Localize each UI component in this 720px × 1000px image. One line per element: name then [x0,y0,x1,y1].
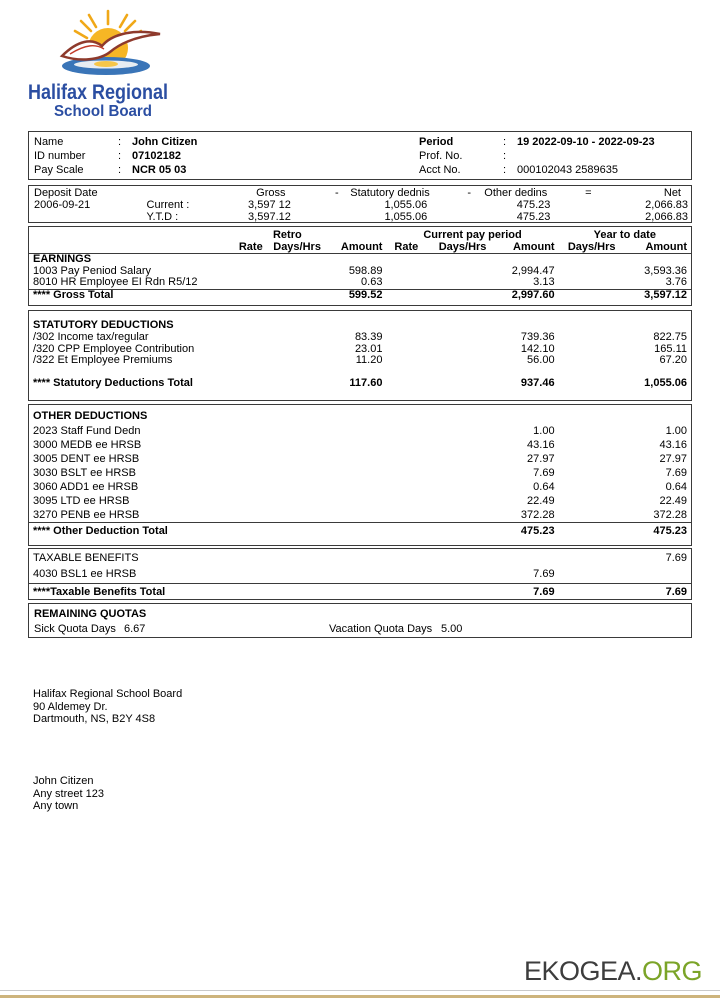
deduction-current-amount: 1.00 [533,425,555,437]
deduction-desc: /320 CPP Employee Contribution [33,342,195,355]
earning-desc: 1003 Pay Peniod Salary [33,264,152,277]
sick-quota-value: 6.67 [124,623,146,635]
address-line: Any street 123 [33,787,104,800]
deduction-ytd-amount: 7.69 [665,467,687,479]
earning-ytd-amount: 3,593.36 [644,264,687,277]
payscale-label: Pay Scale [34,164,84,176]
deduction-desc: 3270 PENB ee HRSB [33,509,140,521]
deduction-retro-amount: 83.39 [354,331,383,343]
address-line: Dartmouth, NS, B2Y 4S8 [33,713,156,725]
vacation-quota-label: Vacation Quota Days [329,623,433,635]
taxable-benefits-table [29,551,691,600]
retro-group-header: Retro [272,229,302,241]
address-line: John Citizen [33,775,94,787]
equals-sign: = [585,187,592,199]
other-deductions-table [29,408,691,539]
earning-retro-amount: 0.63 [361,276,383,288]
earnings-table [29,229,691,301]
deduction-desc: /302 Income tax/regular [33,331,149,343]
earnings-box [28,226,692,306]
taxable-title: TAXABLE BENEFITS [33,552,139,564]
address-line: Halifax Regional School Board [33,688,183,700]
gross-total-ytd: 3,597.12 [625,289,691,301]
current-amount-header: Amount [499,241,559,254]
id-label: ID number [34,150,86,162]
quotas-row [29,622,691,637]
period-value: 19 2022-09-10 - 2022-09-23 [517,136,655,148]
deduction-ytd-amount: 165.11 [654,342,687,355]
other-deduction-row [29,466,691,480]
current-dayshrs-header: Days/Hrs [426,241,499,254]
current-gross: 3,597 12 [248,199,291,211]
deposit-ytd-row [29,211,691,223]
logo-title: Halifax Regional [28,81,168,104]
other-total-ytd: 475.23 [625,523,691,540]
hrsb-logo [26,6,178,120]
colon: : [118,164,122,176]
address-line: Any town [33,800,79,812]
colon: : [118,136,122,148]
gross-total-row [29,289,691,301]
acctno-value: 000102043 2589635 [517,164,618,176]
ytd-label: Y.T.D : [146,211,179,223]
deduction-retro-amount: 11.20 [355,354,383,366]
period-label: Period [419,136,454,148]
retro-amount-header: Amount [327,241,387,254]
gross-total-label: **** Gross Total [29,289,234,301]
statutory-total-row [29,378,691,390]
ytd-dayshrs-header: Days/Hrs [559,241,625,254]
other-deductions-title: OTHER DEDUCTIONS [33,410,148,422]
deduction-current-amount: 43.16 [527,439,555,451]
employee-address [33,775,104,813]
deduction-desc: 2023 Staff Fund Dedn [33,425,141,437]
current-net: 2,066.83 [645,199,688,211]
deduction-desc: 3060 ADD1 ee HRSB [33,481,139,493]
other-header: Other dedins [484,187,548,199]
footer-divider-gray [0,990,720,991]
group-header-row [29,229,691,241]
info-row-acctno [419,163,655,177]
taxable-total-label: ****Taxable Benefits Total [29,584,234,601]
deduction-ytd-amount: 22.49 [659,495,687,507]
deduction-ytd-amount: 1.00 [665,425,687,437]
statutory-header: Statutory dednis [350,187,430,199]
name-label: Name [34,136,64,148]
benefit-current-amount: 7.69 [533,568,555,580]
ytd-group-header: Year to date [593,229,656,241]
deduction-current-amount: 372.28 [520,509,555,521]
taxable-total-current: 7.69 [499,584,559,601]
taxable-total-ytd: 7.69 [625,584,691,601]
other-deduction-row [29,424,691,438]
info-row-payscale [34,163,197,177]
employer-address [33,688,182,726]
colon: : [503,164,507,176]
quotas-title: REMAINING QUOTAS [34,608,147,620]
statutory-total-label: **** Statutory Deductions Total [33,376,193,389]
earning-ytd-amount: 3.76 [665,276,687,288]
deduction-current-amount: 27.97 [527,453,555,465]
other-deduction-row [29,480,691,494]
taxable-row [29,565,691,584]
other-total-row [29,523,691,540]
minus-sign: - [334,187,339,199]
acctno-label: Acct No. [419,164,461,176]
deduction-ytd-amount: 67.20 [659,354,687,366]
id-value: 07102182 [132,150,181,162]
current-label: Current : [146,199,190,211]
deduction-current-amount: 22.49 [527,495,555,507]
deduction-desc: 3095 LTD ee HRSB [33,495,130,507]
deduction-desc: /322 Et Employee Premiums [33,354,173,366]
deduction-ytd-amount: 43.16 [659,439,687,451]
spacer-row [29,367,691,378]
ytd-gross: 3,597.12 [248,211,291,223]
deduction-current-amount: 142.10 [520,342,555,355]
other-deductions-box [28,404,692,546]
ytd-statutory: 1,055.06 [384,211,428,223]
statutory-total-ytd: 1,055.06 [644,376,687,389]
ekogea-brand-text: EKOGEA. [523,956,642,986]
other-deduction-row [29,438,691,452]
deduction-ytd-amount: 822.75 [653,331,687,343]
deduction-ytd-amount: 27.97 [659,453,687,465]
employee-info-left [34,135,197,177]
deduction-desc: 3005 DENT ee HRSB [33,453,140,465]
benefit-desc: 4030 BSL1 ee HRSB [33,568,137,580]
name-value: John Citizen [132,136,198,148]
deduction-ytd-amount: 0.64 [665,481,687,493]
deduction-current-amount: 56.00 [527,354,555,366]
earning-retro-amount: 598.89 [348,264,383,277]
retro-dayshrs-header: Days/Hrs [267,241,327,254]
ekogea-watermark [524,956,702,986]
other-deduction-row [29,452,691,466]
info-row-id [34,149,197,163]
earning-current-amount: 3.13 [533,276,555,288]
deduction-current-amount: 739.36 [520,331,555,343]
ekogea-tld-text: ORG [641,956,702,986]
earnings-row [29,277,691,289]
statutory-deductions-box [28,310,692,401]
deposit-date-header: Deposit Date [34,187,98,199]
payscale-value: NCR 05 03 [132,164,187,176]
earning-current-amount: 2,994.47 [511,264,555,277]
retro-rate-header: Rate [234,241,267,254]
earning-desc: 8010 HR Employee EI Rdn R5/12 [33,276,198,288]
deduction-current-amount: 7.69 [533,467,555,479]
ytd-other: 475.23 [516,211,551,223]
colon: : [118,150,122,162]
logo-subtitle: School Board [54,103,152,120]
taxable-ytd-amount: 7.69 [665,552,687,564]
ytd-net: 2,066.83 [645,211,688,223]
gross-total-current: 2,997.60 [499,289,559,301]
column-header-row [29,241,691,254]
earnings-title: EARNINGS [33,253,92,265]
section-title-row [29,551,691,565]
other-total-label: **** Other Deduction Total [29,523,234,540]
deposit-table [29,187,691,223]
net-header: Net [663,187,681,199]
address-line: 90 Aldemey Dr. [33,700,108,713]
employee-info-right [419,135,655,177]
deduction-desc: 3000 MEDB ee HRSB [33,439,142,451]
current-statutory: 1,055.06 [384,199,428,211]
ytd-amount-header: Amount [625,241,691,254]
deposit-date-value: 2006-09-21 [34,199,91,211]
deduction-retro-amount: 23.01 [354,342,383,355]
gross-total-retro: 599.52 [327,289,387,301]
info-row-name [34,135,197,149]
sun-reflection [94,61,118,67]
profno-label: Prof. No. [419,150,463,162]
statutory-table [29,319,691,389]
colon: : [503,150,507,162]
statutory-title: STATUTORY DEDUCTIONS [33,319,174,331]
taxable-benefits-box [28,548,692,600]
statutory-row [29,332,691,344]
other-deduction-row [29,508,691,523]
deposit-current-row [29,199,691,211]
statutory-row [29,355,691,367]
taxable-total-row [29,584,691,601]
statutory-total-retro: 117.60 [349,376,383,389]
statutory-total-current: 937.46 [520,376,555,389]
section-title-row [29,408,691,424]
section-title-row [29,254,691,266]
other-deduction-row [29,494,691,508]
deduction-desc: 3030 BSLT ee HRSB [33,467,136,479]
vacation-quota-value: 5.00 [441,623,463,635]
deposit-header-row [29,187,691,199]
current-group-header: Current pay period [423,229,522,241]
footer-divider-tan [0,995,720,998]
colon: : [503,136,507,148]
current-other: 475.23 [516,199,551,211]
deduction-ytd-amount: 372.28 [653,509,687,521]
deposit-summary-box [28,185,692,223]
current-rate-header: Rate [386,241,426,254]
info-row-profno [419,149,655,163]
sick-quota-label: Sick Quota Days [34,623,116,635]
minus-sign: - [467,187,472,199]
remaining-quotas-box [28,603,692,638]
employee-info-box [28,131,692,180]
gross-header: Gross [256,187,286,199]
deduction-current-amount: 0.64 [533,481,555,493]
other-total-current: 475.23 [499,523,559,540]
info-row-period [419,135,655,149]
